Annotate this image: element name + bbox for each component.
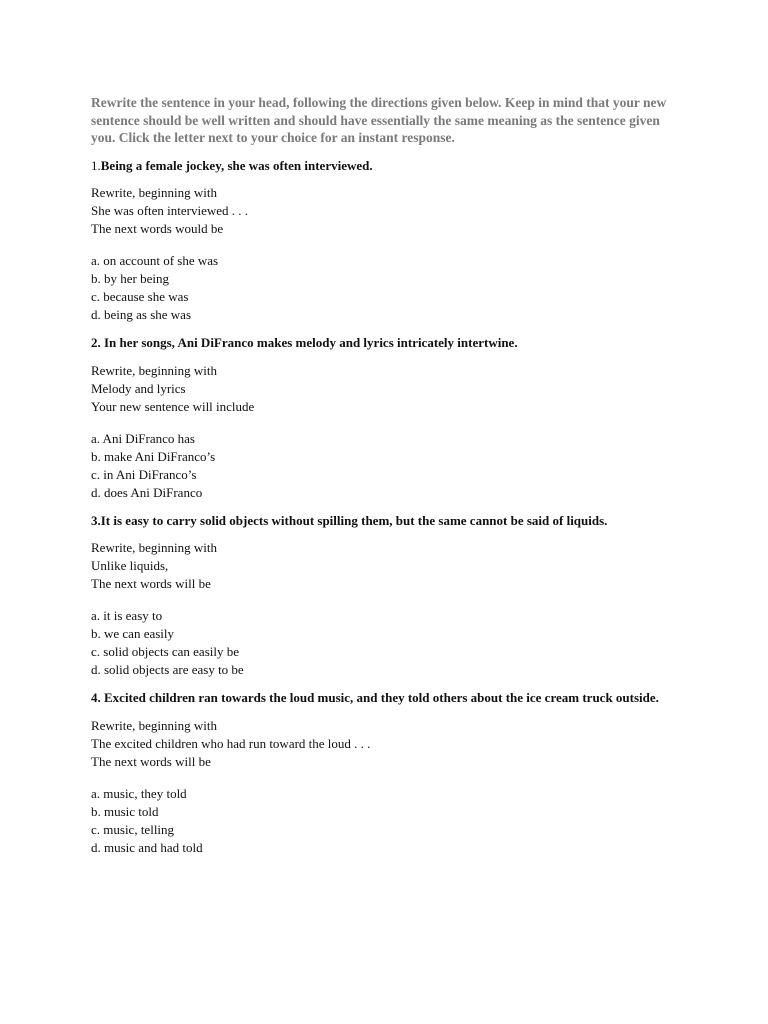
question-sentence: Excited children ran towards the loud music, and they told others about the ice cream truck outside. <box>104 690 659 705</box>
choice-c[interactable]: c. music, telling <box>91 821 175 837</box>
instructions: Rewrite the sentence in your head, following the directions given below. Keep in mind that your new sentence should be well written and should have essentially the same meaning as the sentence given you. Click the letter next to your choice for an instant response. <box>91 95 667 145</box>
question-4-prompt <box>91 717 681 771</box>
question-1-title <box>91 157 681 175</box>
question-number: 2. <box>91 335 101 350</box>
prompt-line: Rewrite, beginning with <box>91 717 218 733</box>
question-1-choices <box>91 252 681 324</box>
question-3-choices <box>91 607 681 679</box>
question-sentence: In her songs, Ani DiFranco makes melody and lyrics intricately intertwine. <box>104 335 518 350</box>
prompt-line: The excited children who had run toward the loud . . . <box>91 735 371 751</box>
prompt-line: The next words would be <box>91 221 224 236</box>
question-number: 1. <box>91 157 101 173</box>
question-1 <box>91 157 681 325</box>
choice-a[interactable]: a. on account of she was <box>91 253 219 268</box>
question-4 <box>91 689 681 857</box>
question-3 <box>91 512 681 680</box>
choice-b[interactable]: b. we can easily <box>91 626 175 641</box>
worksheet <box>91 94 681 867</box>
question-2 <box>91 334 681 502</box>
choice-d[interactable]: d. being as she was <box>91 307 192 322</box>
choice-a[interactable]: a. Ani DiFranco has <box>91 430 195 446</box>
choice-a[interactable]: a. it is easy to <box>91 608 163 623</box>
question-3-prompt <box>91 539 681 593</box>
question-4-title <box>91 689 681 707</box>
question-2-choices <box>91 430 681 502</box>
choice-c[interactable]: c. because she was <box>91 289 189 304</box>
prompt-line: Rewrite, beginning with <box>91 185 218 200</box>
prompt-line: Melody and lyrics <box>91 380 186 396</box>
choice-b[interactable]: b. music told <box>91 803 159 819</box>
prompt-line: Rewrite, beginning with <box>91 362 218 378</box>
prompt-line: Unlike liquids, <box>91 558 169 573</box>
choice-d[interactable]: d. music and had told <box>91 839 203 855</box>
question-2-prompt <box>91 362 681 416</box>
prompt-line: She was often interviewed . . . <box>91 203 249 218</box>
question-3-title <box>91 512 681 530</box>
question-1-prompt <box>91 184 681 238</box>
choice-b[interactable]: b. by her being <box>91 271 169 286</box>
choice-d[interactable]: d. solid objects are easy to be <box>91 662 244 677</box>
choice-d[interactable]: d. does Ani DiFranco <box>91 484 203 500</box>
prompt-line: Rewrite, beginning with <box>91 540 218 555</box>
question-number: 3. <box>91 512 101 528</box>
choice-c[interactable]: c. solid objects can easily be <box>91 644 240 659</box>
prompt-line: The next words will be <box>91 576 211 591</box>
question-2-title <box>91 334 681 352</box>
choice-c[interactable]: c. in Ani DiFranco’s <box>91 466 197 482</box>
choice-b[interactable]: b. make Ani DiFranco’s <box>91 448 216 464</box>
question-number: 4. <box>91 690 101 705</box>
question-sentence: It is easy to carry solid objects without spilling them, but the same cannot be said of liquids. <box>100 512 608 528</box>
choice-a[interactable]: a. music, they told <box>91 785 187 801</box>
question-sentence: Being a female jockey, she was often interviewed. <box>100 157 373 173</box>
question-4-choices <box>91 785 681 857</box>
prompt-line: Your new sentence will include <box>91 398 255 414</box>
prompt-line: The next words will be <box>91 753 211 769</box>
